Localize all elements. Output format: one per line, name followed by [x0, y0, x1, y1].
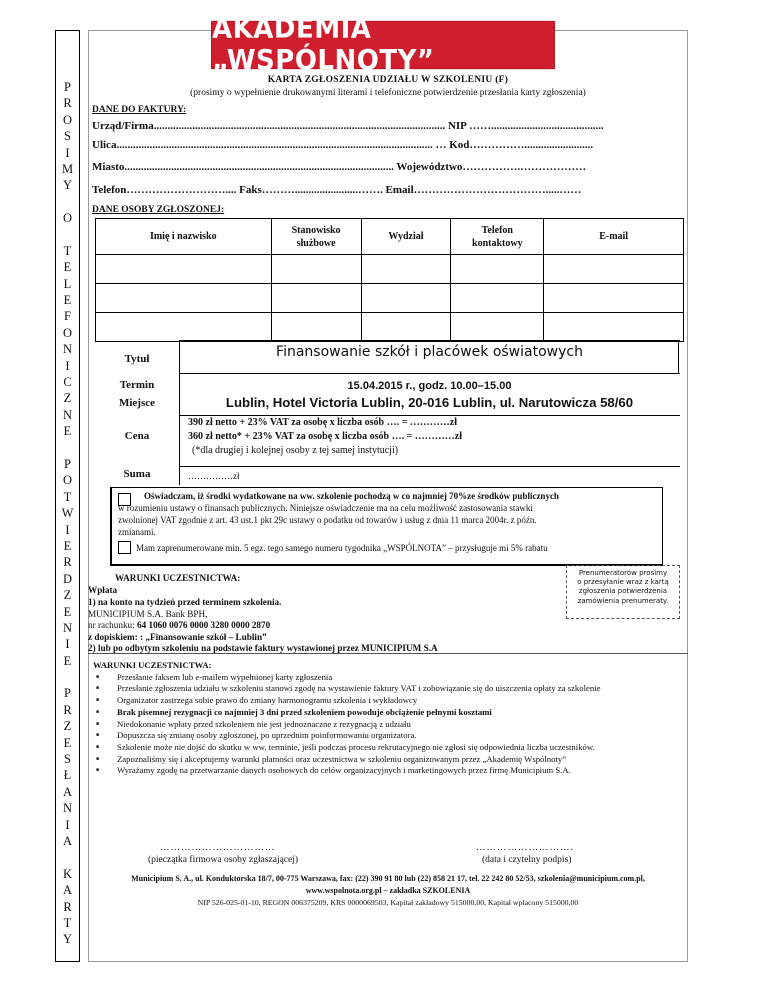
side-letter: E [63, 260, 72, 275]
form-subtitle: (prosimy o wypełnienie drukowanymi literami i telefoniczne potwierdzenie przesłania karty zgłoszenia) [190, 88, 586, 98]
side-letter: O [62, 325, 73, 340]
side-letter: K [62, 866, 73, 881]
side-letter: I [65, 637, 70, 652]
side-letter: T [63, 243, 72, 258]
side-letter: E [63, 293, 72, 308]
participation-rules [93, 660, 600, 777]
side-letter: R [63, 555, 72, 570]
price-note: (*dla drugiej i kolejnej osoby z tej samej instytucji) [192, 445, 399, 456]
footer-registry: NIP 526-025-01-10, REGON 006375209, KRS 0000069503, Kapitał zakładowy 515000,00, Kapitał wpłacony 515000,00 [197, 898, 579, 907]
side-letter: Z [63, 588, 72, 603]
side-letter: A [62, 833, 73, 848]
course-place: Lublin, Hotel Victoria Lublin, 20-016 Lublin, ul. Narutowicza 58/60 [225, 395, 634, 410]
form-title: KARTA ZGŁOSZENIA UDZIAŁU W SZKOLENIU (F) [267, 75, 509, 85]
side-letter: T [63, 915, 72, 930]
stamp-signature-line[interactable]: …………………………… [160, 843, 276, 853]
col-position-header: Stanowisko służbowe [271, 219, 361, 255]
side-letter: Z [63, 719, 72, 734]
rule-item: ■ Organizator zastrzega sobie prawo do zmiany harmonogramu szkolenia i wykładowcy [93, 695, 600, 707]
col-email-header: E-mail [544, 219, 684, 255]
side-letter: C [63, 375, 72, 390]
side-letter: D [62, 571, 73, 586]
rules-heading: WARUNKI UCZESTNICTWA: [93, 660, 212, 670]
person-table [95, 218, 684, 342]
course-rule [179, 415, 680, 416]
side-letter: O [62, 211, 73, 226]
payment-line-4 [88, 620, 270, 631]
title-label: Tytuł [124, 353, 150, 365]
table-row [96, 313, 684, 342]
side-letter: N [62, 620, 73, 635]
table-row [96, 284, 684, 313]
side-letter: E [63, 538, 72, 553]
rule-item: ■ Szkolenie może nie dojść do skutku w ww. terminie, jeśli podczas procesu rekrutacyjnego nie zgłosi się odpowiednia liczba uczestników. [93, 742, 600, 754]
payment-line-5: z dopiskiem: : „Finansowanie szkół – Lublin” [88, 632, 267, 642]
side-letter: Y [62, 932, 73, 947]
side-letter: Y [62, 178, 73, 193]
side-letter: E [63, 735, 72, 750]
side-letter: Z [63, 391, 72, 406]
sum-label: Suma [123, 468, 151, 480]
subscription-checkbox[interactable] [118, 541, 131, 554]
price-line-2: 360 zł netto* + 23% VAT za osobę x liczba osób …. = …………zł [188, 431, 462, 442]
person-name-cell[interactable] [96, 255, 272, 284]
payment-line-3: MUNICIPIUM S.A. Bank BPH, [88, 609, 208, 619]
person-phone-cell[interactable] [451, 313, 544, 342]
side-letter: M [61, 161, 74, 176]
side-vertical-text [56, 79, 79, 948]
side-letter: E [63, 604, 72, 619]
side-letter: N [62, 801, 73, 816]
payment-line-1: Wpłata [88, 585, 118, 595]
course-rule [179, 466, 680, 467]
side-letter: T [63, 489, 72, 504]
side-letter: Ł [63, 768, 72, 783]
side-letter: F [64, 309, 71, 324]
side-letter: A [62, 883, 73, 898]
person-position-cell[interactable] [271, 255, 361, 284]
col-department-header: Wydział [361, 219, 451, 255]
akademia-logo: AKADEMIA „WSPÓLNOTY” [212, 22, 554, 68]
payment-line-2: 1) na konto na tydzień przed terminem szkolenia. [88, 597, 282, 607]
stamp-caption: (pieczątka firmowa osoby zgłaszającej) [148, 855, 299, 865]
note-line: o przesyłanie wraz z kartą [577, 578, 669, 587]
side-letter: S [64, 752, 71, 767]
side-letter: P [64, 80, 71, 94]
side-letter: S [64, 129, 71, 144]
date-signature-line[interactable]: ………………………. [476, 843, 574, 853]
note-line: Prenumeratorów prosimy [578, 569, 668, 577]
person-position-cell[interactable] [271, 284, 361, 313]
note-line: zamówienia prenumeraty. [577, 596, 669, 605]
rule-item: ■ Przesłanie zgłoszenia udziału w szkoleniu stanowi zgodę na wystawienie faktury VAT i zobowiązanie się do uiszczenia opłaty za szkolenie [93, 683, 600, 695]
side-letter: I [65, 522, 70, 537]
declaration-line-4: zmianami. [118, 527, 156, 537]
course-box [95, 340, 680, 485]
separator-line [88, 653, 688, 654]
person-phone-cell[interactable] [451, 284, 544, 313]
price-label: Cena [124, 430, 150, 442]
invoice-company-nip-field[interactable]: Urząd/Firma.......................................................................................................... NIP ……......................................... [92, 120, 604, 132]
declaration-line-3: zwolnionej VAT zgodnie z art. 43 ust.1 pkt 29c ustawy o podatku od towarów i usług z dnia 11 marca 2004r. z późn. [118, 515, 537, 525]
rule-item: ■ Brak pisemnej rezygnacji co najmniej 3 dni przed szkoleniem powoduje obciążenie pełnymi kosztami [93, 707, 600, 719]
side-letter: R [63, 702, 72, 717]
side-letter: N [62, 342, 73, 357]
rule-item: ■ Zapoznaliśmy się i akceptujemy warunki płatności oraz uczestnictwa w szkoleniu organizowanym przez „Akademię Wspólnoty” [93, 754, 600, 766]
note-line: zgłoszenia potwierdzenia [578, 587, 668, 596]
account-number: 64 1060 0076 0000 3280 0000 2870 [136, 620, 271, 630]
person-name-cell[interactable] [96, 313, 272, 342]
date-caption: (data i czytelny podpis) [482, 855, 572, 865]
sum-field[interactable]: ……………zł [188, 471, 240, 481]
course-rule [179, 340, 680, 341]
person-email-cell[interactable] [544, 255, 684, 284]
col-name-header: Imię i nazwisko [96, 219, 272, 255]
person-heading: DANE OSOBY ZGŁOSZONEJ: [92, 205, 225, 215]
side-letter: E [63, 424, 72, 439]
side-letter: P [64, 686, 71, 701]
person-name-cell[interactable] [96, 284, 272, 313]
subscription-text: Mam zaprenumerowane min. 5 egz. tego samego numeru tygodnika „WSPÓLNOTA” – przysługuje mi 5% rabatu [136, 543, 548, 553]
course-divider [179, 340, 180, 485]
side-letter: I [65, 145, 70, 160]
person-department-cell[interactable] [361, 313, 451, 342]
person-department-cell[interactable] [361, 284, 451, 313]
table-row [96, 255, 684, 284]
side-letter: A [62, 784, 73, 799]
side-letter: W [61, 506, 74, 521]
side-letter: O [62, 112, 73, 127]
declaration-line-1: Oświadczam, iż środki wydatkowane na ww. szkolenie pochodzą w co najmniej 70%ze środków publicznych [144, 491, 559, 501]
place-label: Miejsce [118, 397, 156, 409]
declaration-line-2: w rozumieniu ustawy o finansach publicznych. Niniejsze oświadczenie ma na celu możliwość zastosowania stawki [118, 503, 533, 513]
person-email-cell[interactable] [544, 313, 684, 342]
invoice-street-code-field[interactable]: Ulica................................................................................................................... … Kod……………......................... [92, 139, 594, 151]
side-letter: N [62, 407, 73, 422]
person-position-cell[interactable] [271, 313, 361, 342]
invoice-heading: DANE DO FAKTURY: [92, 105, 187, 115]
rule-item: ■ Wyrażamy zgodę na przetwarzanie danych osobowych do celów organizacyjnych i marketingowych przez firmę Municipium S.A. [93, 765, 600, 777]
declaration-box [110, 487, 663, 566]
side-letter: P [64, 456, 71, 471]
price-line-1: 390 zł netto + 23% VAT za osobę x liczba osób …. = …………zł [188, 417, 457, 428]
side-letter: I [65, 817, 70, 832]
course-rule [678, 340, 679, 373]
side-strip [55, 30, 80, 962]
invoice-phone-fax-email-field[interactable]: Telefon……………………….... Faks……….......................……. Email……………………………….....…… [92, 184, 582, 196]
payment-heading: WARUNKI UCZESTNICTWA: [115, 573, 241, 583]
side-letter: I [65, 358, 70, 373]
term-label: Termin [119, 379, 155, 391]
invoice-city-voivodeship-field[interactable]: Miasto.................................................................................................. Województwo…………….……………… [92, 161, 587, 173]
rule-item: ■ Dopuszcza się zmianę osoby zgłoszonej, po uprzednim poinformowaniu organizatora. [93, 730, 600, 742]
side-letter: O [62, 473, 73, 488]
side-letter: R [63, 899, 72, 914]
side-letter: R [63, 96, 72, 111]
rule-item: ■ Niedokonanie wpłaty przed szkoleniem nie jest jednoznaczne z rezygnacją z udziału [93, 719, 600, 731]
rules-list [93, 672, 600, 777]
course-rule [179, 373, 680, 374]
side-letter: L [63, 276, 72, 291]
footer-website: www.wspolnota.org.pl – zakładka SZKOLENIA [305, 886, 471, 895]
payment-line-6: 2) lub po odbytym szkoleniu na podstawie faktury wystawionej przez MUNICIPIUM S.A [88, 643, 438, 653]
col-phone-header: Telefon kontaktowy [451, 219, 544, 255]
course-term: 15.04.2015 r., godz. 10.00–15.00 [347, 380, 512, 392]
side-letter: E [63, 653, 72, 668]
person-phone-cell[interactable] [451, 255, 544, 284]
person-email-cell[interactable] [544, 284, 684, 313]
prenumerata-note [566, 565, 680, 619]
account-prefix: nr rachunku: [88, 620, 137, 630]
rule-item: ■ Przesłanie faksem lub e-mailem wypełnionej karty zgłoszenia [93, 672, 600, 684]
person-department-cell[interactable] [361, 255, 451, 284]
course-title: Finansowanie szkół i placówek oświatowych [276, 344, 583, 360]
footer-address: Municipium S. A., ul. Konduktorska 18/7, 00-775 Warszawa, fax: (22) 390 91 80 lub (22) 858 21 17, tel. 22 242 80 52/53, szkolenia@municipium.com.pl, [131, 874, 645, 883]
